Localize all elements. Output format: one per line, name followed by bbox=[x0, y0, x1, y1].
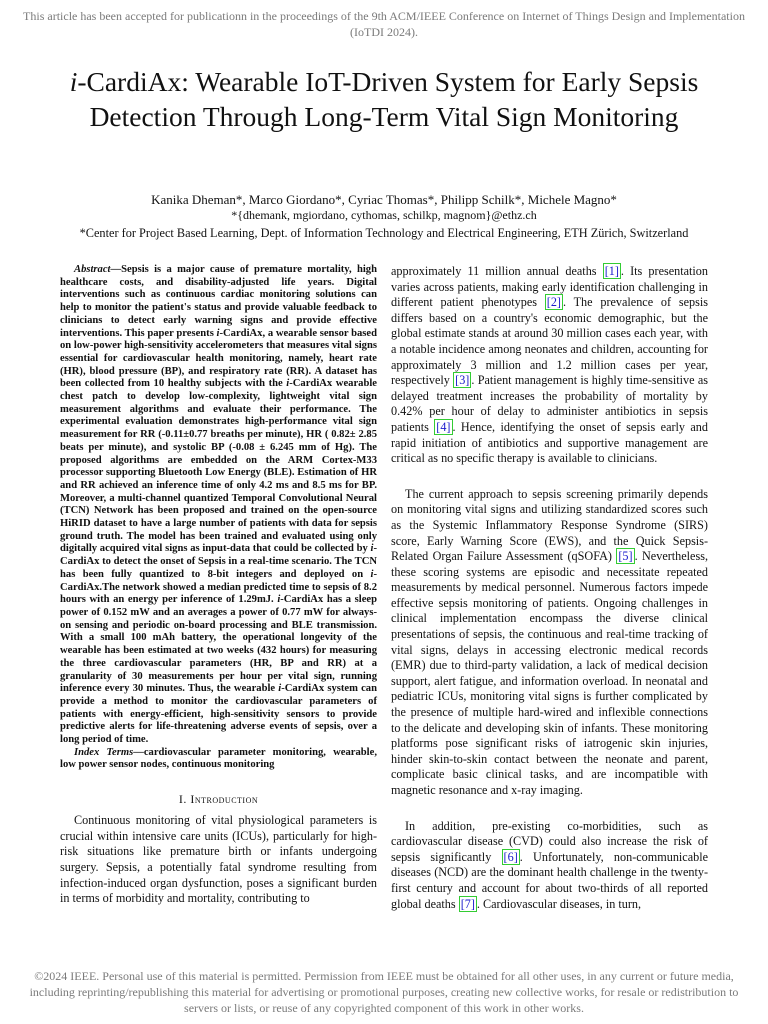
para3-text-1: In addition, pre-existing co-morbidities, such as cardiovascular disease (CVD) could also increase the risk of sepsis significantly bbox=[391, 818, 708, 864]
citation-link-5[interactable]: [5] bbox=[618, 549, 633, 564]
abstract-italic-i-6: i bbox=[278, 683, 282, 695]
section-numeral: I. bbox=[178, 792, 191, 807]
author-emails: *{dhemank, mgiordano, cythomas, schilkp, magnom}@ethz.ch bbox=[231, 208, 537, 222]
para1-text-1: approximately 11 million annual deaths bbox=[391, 264, 603, 278]
section-title: Introduction bbox=[190, 792, 259, 807]
para1-text-3: . The prevalence of sepsis differs based on a country's economic demographic, but the global estimate stands at around 30 million cases each year, with a notable incidence among neonates and children, accounting for approximately 3 million and 1.2 million cases per year, respectively bbox=[391, 295, 708, 388]
para3-text-3: . Cardiovascular diseases, in turn, bbox=[476, 896, 642, 911]
right-column bbox=[391, 264, 708, 912]
index-terms-heading: Index Terms bbox=[74, 746, 134, 758]
para2-text-2: . Nevertheless, these scoring systems are episodic and necessitate repeated measurements by medical personnel. Numerous factors impede effective sepsis monitoring of patients. Ongoing challenges in clinical implementation encompass the diverse clinical presentations of sepsis, the continuous and real-time tracking of vital signs, delays in accessing electronic medical records (EMR) due to third-party validation, a lack of medical decision support, alert fatigue, and information overload. In neonatal and pediatric ICUs, monitoring vital signs is further complicated by the presence of multiple hard-wired and inflexible connections to the delicate and developing skin of infants. These monitoring platforms pose significant risks of iatrogenic skin injuries, hinder skin-to-skin contact between the neonate and parent, complicate basic clinical tasks, and are incompatible with magnetic resonance and x-ray imaging. bbox=[391, 549, 709, 797]
body-paragraph-1 bbox=[391, 264, 708, 467]
paper-title bbox=[40, 64, 728, 134]
abstract-italic-i-4: i bbox=[370, 568, 374, 580]
abstract-text-5: -CardiAx.The network showed a median predicted time to sepsis of 8.2 hours with an energy per inference of 1.29mJ. bbox=[60, 568, 377, 606]
para1-text-4: . Patient management is highly time-sensitive as delayed treatment increases the probability of mortality by 0.42% per hour of delay to administer antibiotics in sepsis patients bbox=[391, 373, 708, 434]
abstract-italic-i-1: i bbox=[216, 327, 220, 339]
abstract-text-2: -CardiAx, a wearable sensor based on low-power high-sensitivity accelerometers that measures vital signs essential for cardiovascular health monitoring, namely, heart rate (HR), blood pressure (BP), and respiratory rate (RR). A dataset has been collected from 10 healthy subjects with the bbox=[60, 327, 377, 390]
citation-link-7[interactable]: [7] bbox=[460, 896, 475, 911]
abstract-italic-i-2: i bbox=[286, 378, 290, 390]
para1-text-5: . Hence, identifying the onset of sepsis early and rapid initiation of antibiotics and supportive management are critical as no specific therapy is available to clinicians. bbox=[391, 419, 708, 466]
index-terms bbox=[60, 747, 377, 772]
body-paragraph-2 bbox=[391, 487, 708, 799]
author-list: Kanika Dheman*, Marco Giordano*, Cyriac Thomas*, Philipp Schilk*, Michele Magno* bbox=[151, 192, 617, 207]
citation-link-4[interactable]: [4] bbox=[436, 419, 451, 434]
index-terms-text: cardiovascular parameter monitoring, wearable, low power sensor nodes, continuous monitoring bbox=[60, 746, 377, 771]
citation-link-3[interactable]: [3] bbox=[455, 373, 470, 388]
author-affiliation: *Center for Project Based Learning, Dept. of Information Technology and Electrical Engineering, ETH Zürich, Switzerland bbox=[79, 226, 689, 240]
abstract-dash: — bbox=[110, 264, 122, 275]
title-italic-prefix: i bbox=[69, 66, 78, 97]
abstract-text-6: -CardiAx has a sleep power of 0.152 mW and an averages a power of 0.77 mW for always-on sensing and periodic on-board processing and BLE transmission. With a small 100 mAh battery, the operational longevity of the wearable has been estimated at two weeks (432 hours) for measuring the three cardiovascular parameters (HR, BP and RR) at a granularity of 30 measurements per hour per vital sign, running inference every 30 minutes. Thus, the wearable bbox=[60, 594, 377, 695]
section-heading-introduction bbox=[60, 792, 377, 807]
abstract-text-7: -CardiAx system can provide a method to monitor the cardiovascular parameters of patients with energy-efficient, high-sensitivity sensors to provide predictive alerts for life-threatening adverse events of sepsis, over a long period of time. bbox=[60, 683, 377, 746]
abstract-italic-i-5: i bbox=[277, 594, 281, 606]
abstract-text-1: Sepsis is a major cause of premature mortality, high healthcare costs, and disability-adjusted life years. Digital interventions such as continuous cardiac monitoring solutions can help to monitor the patient's status and provide valuable feedback to clinicians to detect early warning signs and provide effective interventions. This paper presents bbox=[60, 264, 377, 339]
citation-link-6[interactable]: [6] bbox=[503, 849, 518, 864]
para1-text-2: . Its presentation varies across patients, making early identification challenging in different patient phenotypes bbox=[391, 264, 708, 310]
abstract-heading: Abstract bbox=[74, 264, 111, 275]
body-paragraph-3 bbox=[391, 819, 708, 913]
abstract-text-3: -CardiAx wearable chest patch to develop low-complexity, lightweight vital sign measurement algorithms and evaluate their performance. The experimental evaluation demonstrates high-performance vital sign measurement for RR (-0.11±0.77 breaths per minute), HR ( 0.82± 2.85 beats per minute), and systolic BP (-0.08 ± 6.245 mm of Hg). The proposed algorithms are embedded on the ARM Cortex-M33 processor supporting Bluetooth Low Energy (BLE). Estimation of HR and RR achieved an inference time of only 4.2 ms and 8.5 ms for BP. Moreover, a multi-channel quantized Temporal Convolutional Neural (TCN) Network has been proposed and trained on the open-source HiRID dataset to have a large number of patients with data for sepsis ground truth. The model has been trained and evaluated using only digitally acquired vital signs as input-data that could be collected by bbox=[60, 378, 377, 555]
para2-text-1: The current approach to sepsis screening primarily depends on monitoring vital signs and utilizing standardized scores such as the Systemic Inflammatory Response Syndrome (SIRS) score, Early Warning Score (EWS), and the Quick Sepsis-Related Organ Failure Assessment (qSOFA) bbox=[391, 486, 708, 564]
title-text: -CardiAx: Wearable IoT-Driven System for Early Sepsis Detection Through Long-Term Vital Sign Monitoring bbox=[77, 66, 699, 132]
acceptance-notice: This article has been accepted for publicationn in the proceedings of the 9th ACM/IEEE Conference on Internet of Things Design and Implementation (IoTDI 2024). bbox=[23, 9, 745, 39]
left-column bbox=[60, 264, 377, 907]
abstract-text-4: -CardiAx to detect the onset of Sepsis in a real-time scenario. The TCN has been fully quantized to 8-bit integers and deployed on bbox=[60, 543, 377, 580]
citation-link-1[interactable]: [1] bbox=[604, 264, 619, 278]
intro-paragraph: Continuous monitoring of vital physiological parameters is crucial within intensive care units (ICUs), particularly for high-risk situations like premature birth or infants undergoing surgery. Sepsis, a potentially fatal syndrome resulting from infection-induced organ dysfunction, poses a significant burden in terms of morbidity and mortality, contributing to bbox=[60, 813, 377, 906]
para3-text-2: . Unfortunately, non-communicable diseases (NCD) are the dominant health challenge in the twenty-first century and account for about two-thirds of all reported global deaths bbox=[391, 849, 709, 911]
citation-link-2[interactable]: [2] bbox=[546, 295, 561, 310]
abstract bbox=[60, 264, 377, 747]
index-terms-dash: — bbox=[133, 746, 144, 758]
copyright-notice: ©2024 IEEE. Personal use of this material is permitted. Permission from IEEE must be obtained for all other uses, in any current or future media, including reprinting/republishing this material for advertising or promotional purposes, creating new collective works, for resale or redistribution to servers or lists, or reuse of any copyrighted component of this work in other works. bbox=[29, 969, 739, 1015]
abstract-italic-i-3: i bbox=[370, 543, 374, 555]
